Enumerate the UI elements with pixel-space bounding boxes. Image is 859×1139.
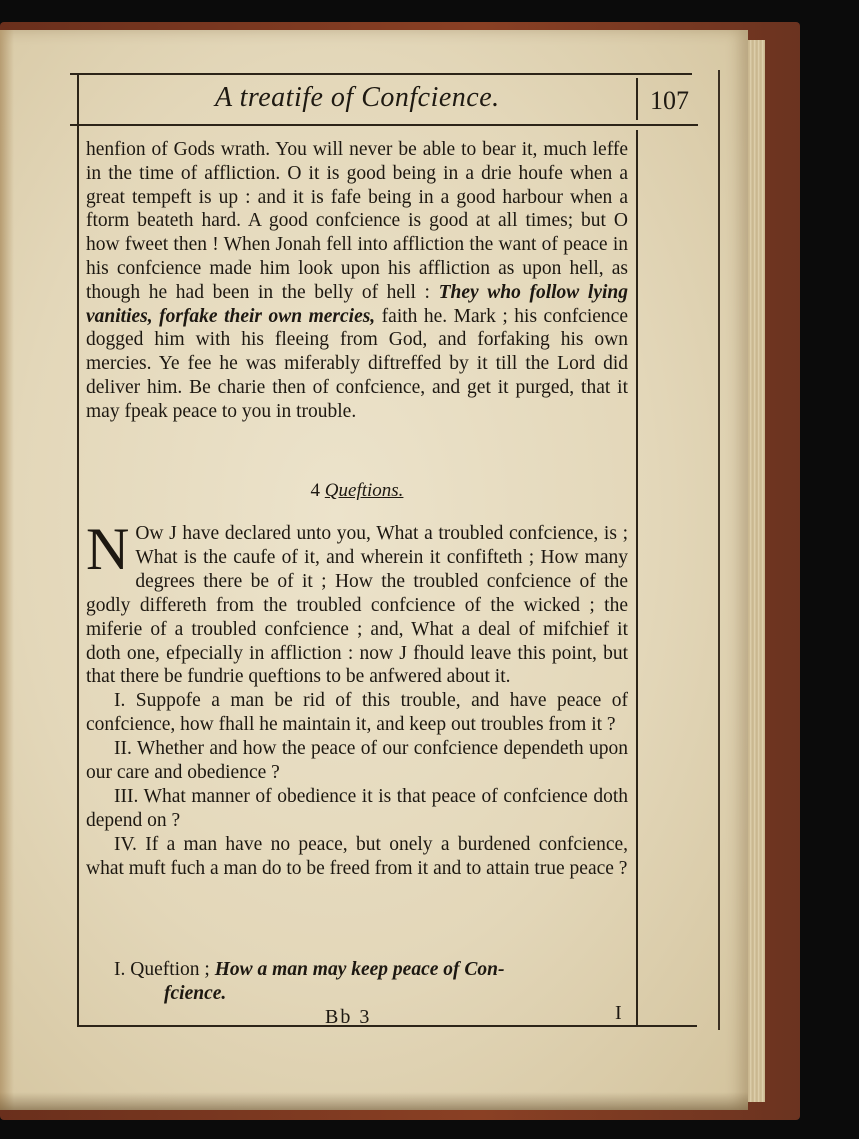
intro-text: Ow J have declared unto you, What a troubled confcience, is ; What is the caufe of it, and wherein it confifteth ; How many degrees there be of it ; How the troubled confcience of the godly differeth from the troubled confcience of the wicked ; the miferie of a troubled confcience ; and, What a deal of mifchief it doth one, efpecially in affliction : now J fhould leave this point, but that there be fundrie queftions to be anfwered about it.	[86, 523, 628, 688]
header-rule-top	[70, 73, 692, 75]
paragraph-text-end: faith he. Mark ; his confcience dogged him with his fleeing from God, and forfaking his own mercies. Ye fee he was miferably diftreffed by it till the Lord did deliver him. Be charie then of confcience, and get it purged, that it may fpeak peace to you in trouble.	[86, 305, 628, 422]
page-header	[70, 78, 692, 124]
page-bottom-shadow	[0, 1092, 748, 1110]
page-gutter	[0, 30, 14, 1110]
paragraph-text-start: henfion of Gods wrath. You will never be able to bear it, much leffe in the time of affliction. O it is good being in a drie houfe when a great tempeft is up : and it is fafe being in a good harbour when a ftorm beateth hard. A good confcience is good at all times; but O how fweet then ! When Jonah fell into affliction the want of peace in his confcience made him look upon his affliction as upon hell, as though he had been in the belly of hell :	[86, 139, 628, 303]
question-title: How a man may keep peace of Con-	[214, 959, 505, 980]
running-title: A treatife of Confcience.	[215, 82, 500, 113]
questions-section	[86, 516, 628, 881]
first-question-heading	[86, 958, 628, 1006]
frame-rule-right	[636, 130, 638, 1025]
header-rule-bottom	[70, 124, 698, 126]
section-number: 4	[310, 480, 321, 501]
signature-mark: Bb 3	[325, 1006, 372, 1028]
header-separator	[636, 78, 638, 120]
frame-rule-right-outer	[718, 70, 720, 1030]
intro-paragraph	[86, 516, 628, 689]
paragraph-wrath	[86, 138, 628, 424]
section-heading	[86, 480, 628, 502]
section-title: Queftions.	[324, 480, 404, 501]
question-item: I. Suppofe a man be rid of this trouble, and have peace of confcience, how fhall he maintain it, and keep out troubles from it ?	[86, 690, 628, 736]
dropcap: N	[86, 516, 130, 582]
question-item: III. What manner of obedience it is that peace of confcience doth depend on ?	[86, 785, 628, 831]
question-title-cont: fcience.	[164, 983, 227, 1004]
paragraph-text	[86, 138, 628, 424]
catchword: I	[615, 1002, 622, 1024]
question-item: II. Whether and how the peace of our confcience dependeth upon our care and obedience ?	[86, 738, 628, 784]
scripture-quote: They who follow lying vanities, forfake their own mercies,	[86, 281, 628, 327]
question-label: I. Queftion ;	[114, 959, 210, 980]
question-item: IV. If a man have no peace, but onely a burdened confcience, what muft fuch a man do to be freed from it and to attain true peace ?	[86, 833, 628, 879]
frame-rule-left	[77, 75, 79, 1025]
page-number: 107	[650, 86, 689, 115]
frame-rule-bottom	[77, 1025, 697, 1027]
